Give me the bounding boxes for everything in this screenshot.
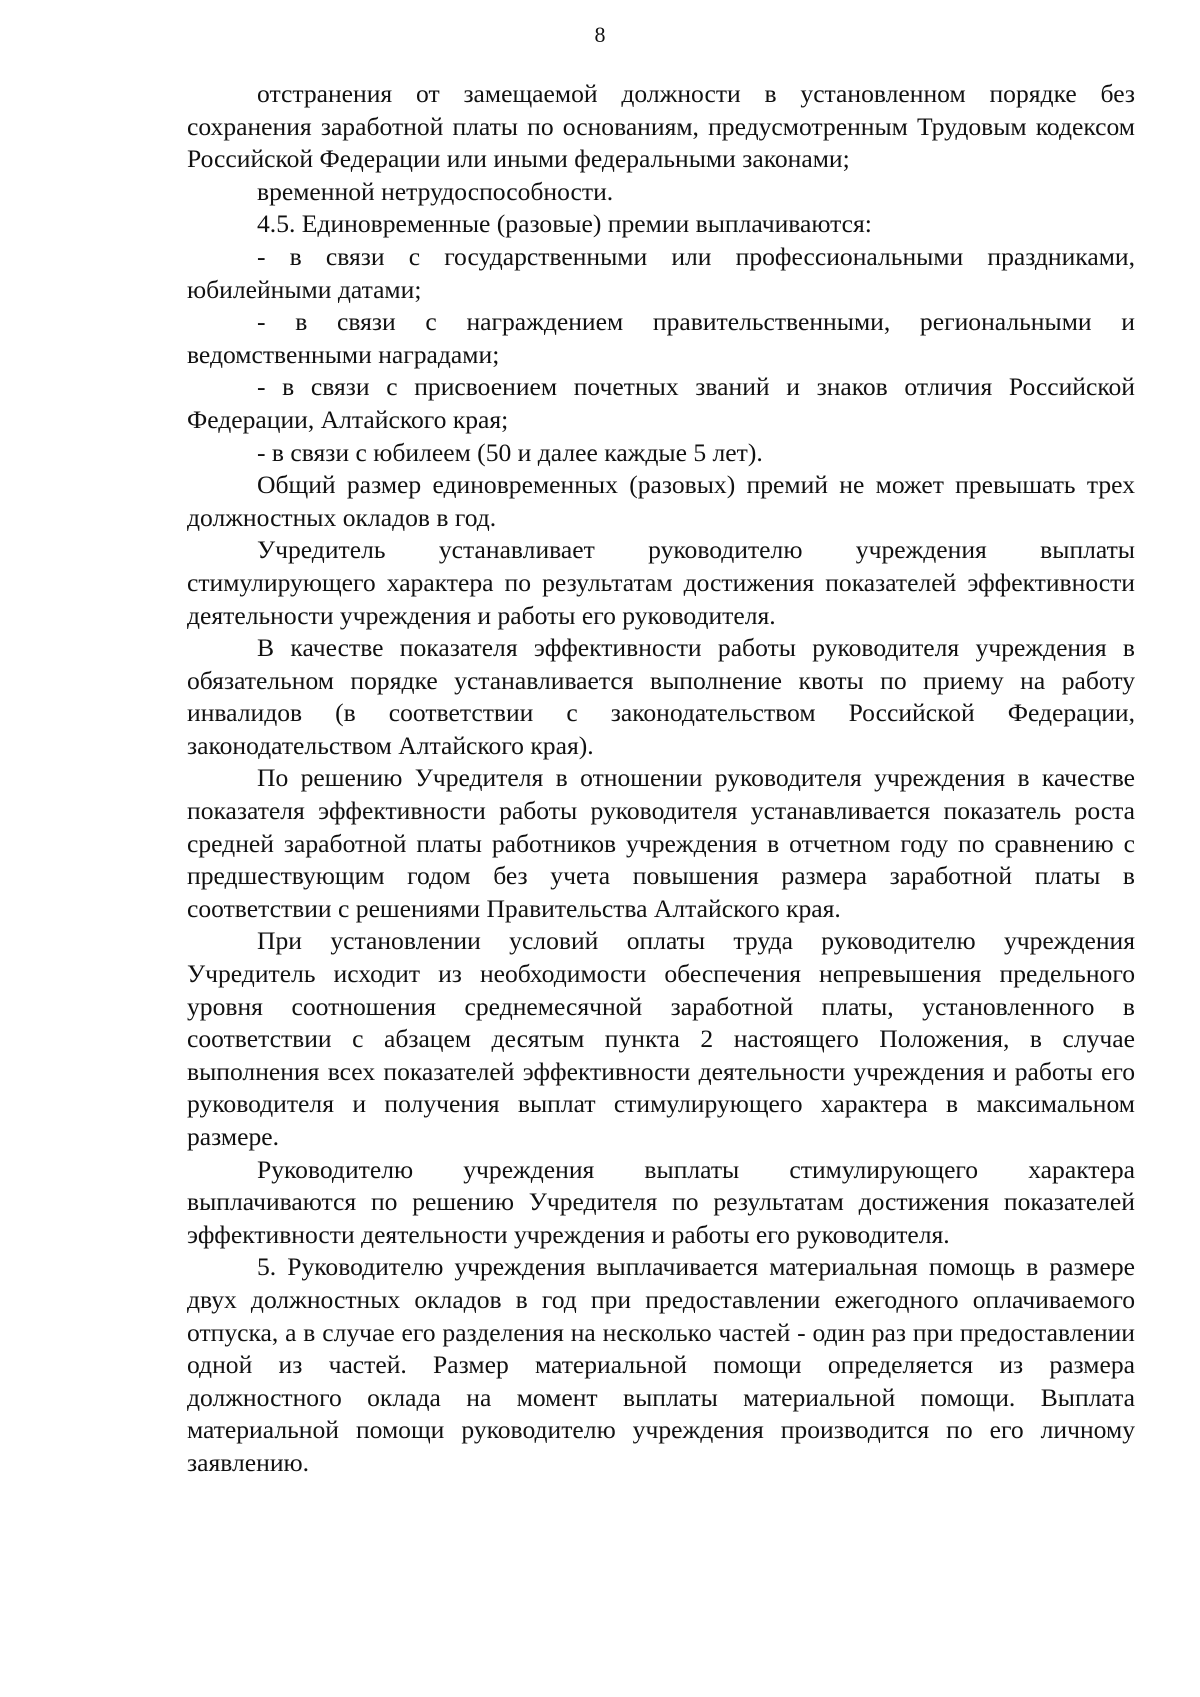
paragraph-disability-quota: В качестве показателя эффективности работы руководителя учреждения в обязательном порядке устанавливается выполнение квоты по приему на работу инвалидов (в соответствии с законодательством Российской Федерации, законодательством Алтайского края).: [187, 633, 1135, 760]
page-number: 8: [594, 22, 606, 47]
paragraph-incentive-payments: Руководителю учреждения выплаты стимулирующего характера выплачиваются по решению Учредителя по результатам достижения показателей эффективности деятельности учреждения и работы его руководителя.: [187, 1154, 1135, 1249]
paragraph-founder-incentives: Учредитель устанавливает руководителю учреждения выплаты стимулирующего характера по результатам достижения показателей эффективности деятельности учреждения и работы его руководителя.: [187, 535, 1135, 630]
paragraph-section-4-5: 4.5. Единовременные (разовые) премии выплачиваются:: [257, 209, 872, 239]
list-item-jubilee: - в связи с юбилеем (50 и далее каждые 5 лет).: [257, 437, 763, 467]
list-item-honorary-titles: - в связи с присвоением почетных званий и знаков отличия Российской Федерации, Алтайского края;: [187, 372, 1135, 434]
paragraph-salary-ratio: При установлении условий оплаты труда руководителю учреждения Учредитель исходит из необходимости обеспечения непревышения предельного уровня соотношения среднемесячной заработной платы, установленного в соответствии с абзацем десятым пункта 2 настоящего Положения, в случае выполнения всех показателей эффективности деятельности учреждения и работы его руководителя и получения выплат стимулирующего характера в максимальном размере.: [187, 926, 1135, 1151]
paragraph-temporary-disability: временной нетрудоспособности.: [257, 176, 614, 206]
paragraph-bonus-limit: Общий размер единовременных (разовых) премий не может превышать трех должностных окладов в год.: [187, 470, 1135, 532]
list-item-holidays: - в связи с государственными или профессиональными праздниками, юбилейными датами;: [187, 241, 1135, 304]
paragraph-salary-growth: По решению Учредителя в отношении руководителя учреждения в качестве показателя эффективности работы руководителя устанавливается показатель роста средней заработной платы работников учреждения в отчетном году по сравнению с предшествующим годом без учета повышения размера заработной платы в соответствии с решениями Правительства Алтайского края.: [187, 763, 1135, 923]
paragraph-suspension: отстранения от замещаемой должности в установленном порядке без сохранения заработной платы по основаниям, предусмотренным Трудовым кодексом Российской Федерации или иными федеральными законами;: [187, 79, 1135, 174]
list-item-awards: - в связи с награждением правительственными, региональными и ведомственными наградами;: [187, 307, 1135, 369]
document-body: [187, 78, 1135, 1480]
paragraph-section-5-material-aid: 5. Руководителю учреждения выплачивается материальная помощь в размере двух должностных окладов в год при предоставлении ежегодного оплачиваемого отпуска, а в случае его разделения на несколько частей - один раз при предоставлении одной из частей. Размер материальной помощи определяется из размера должностного оклада на момент выплаты материальной помощи. Выплата материальной помощи руководителю учреждения производится по его личному заявлению.: [187, 1252, 1135, 1477]
